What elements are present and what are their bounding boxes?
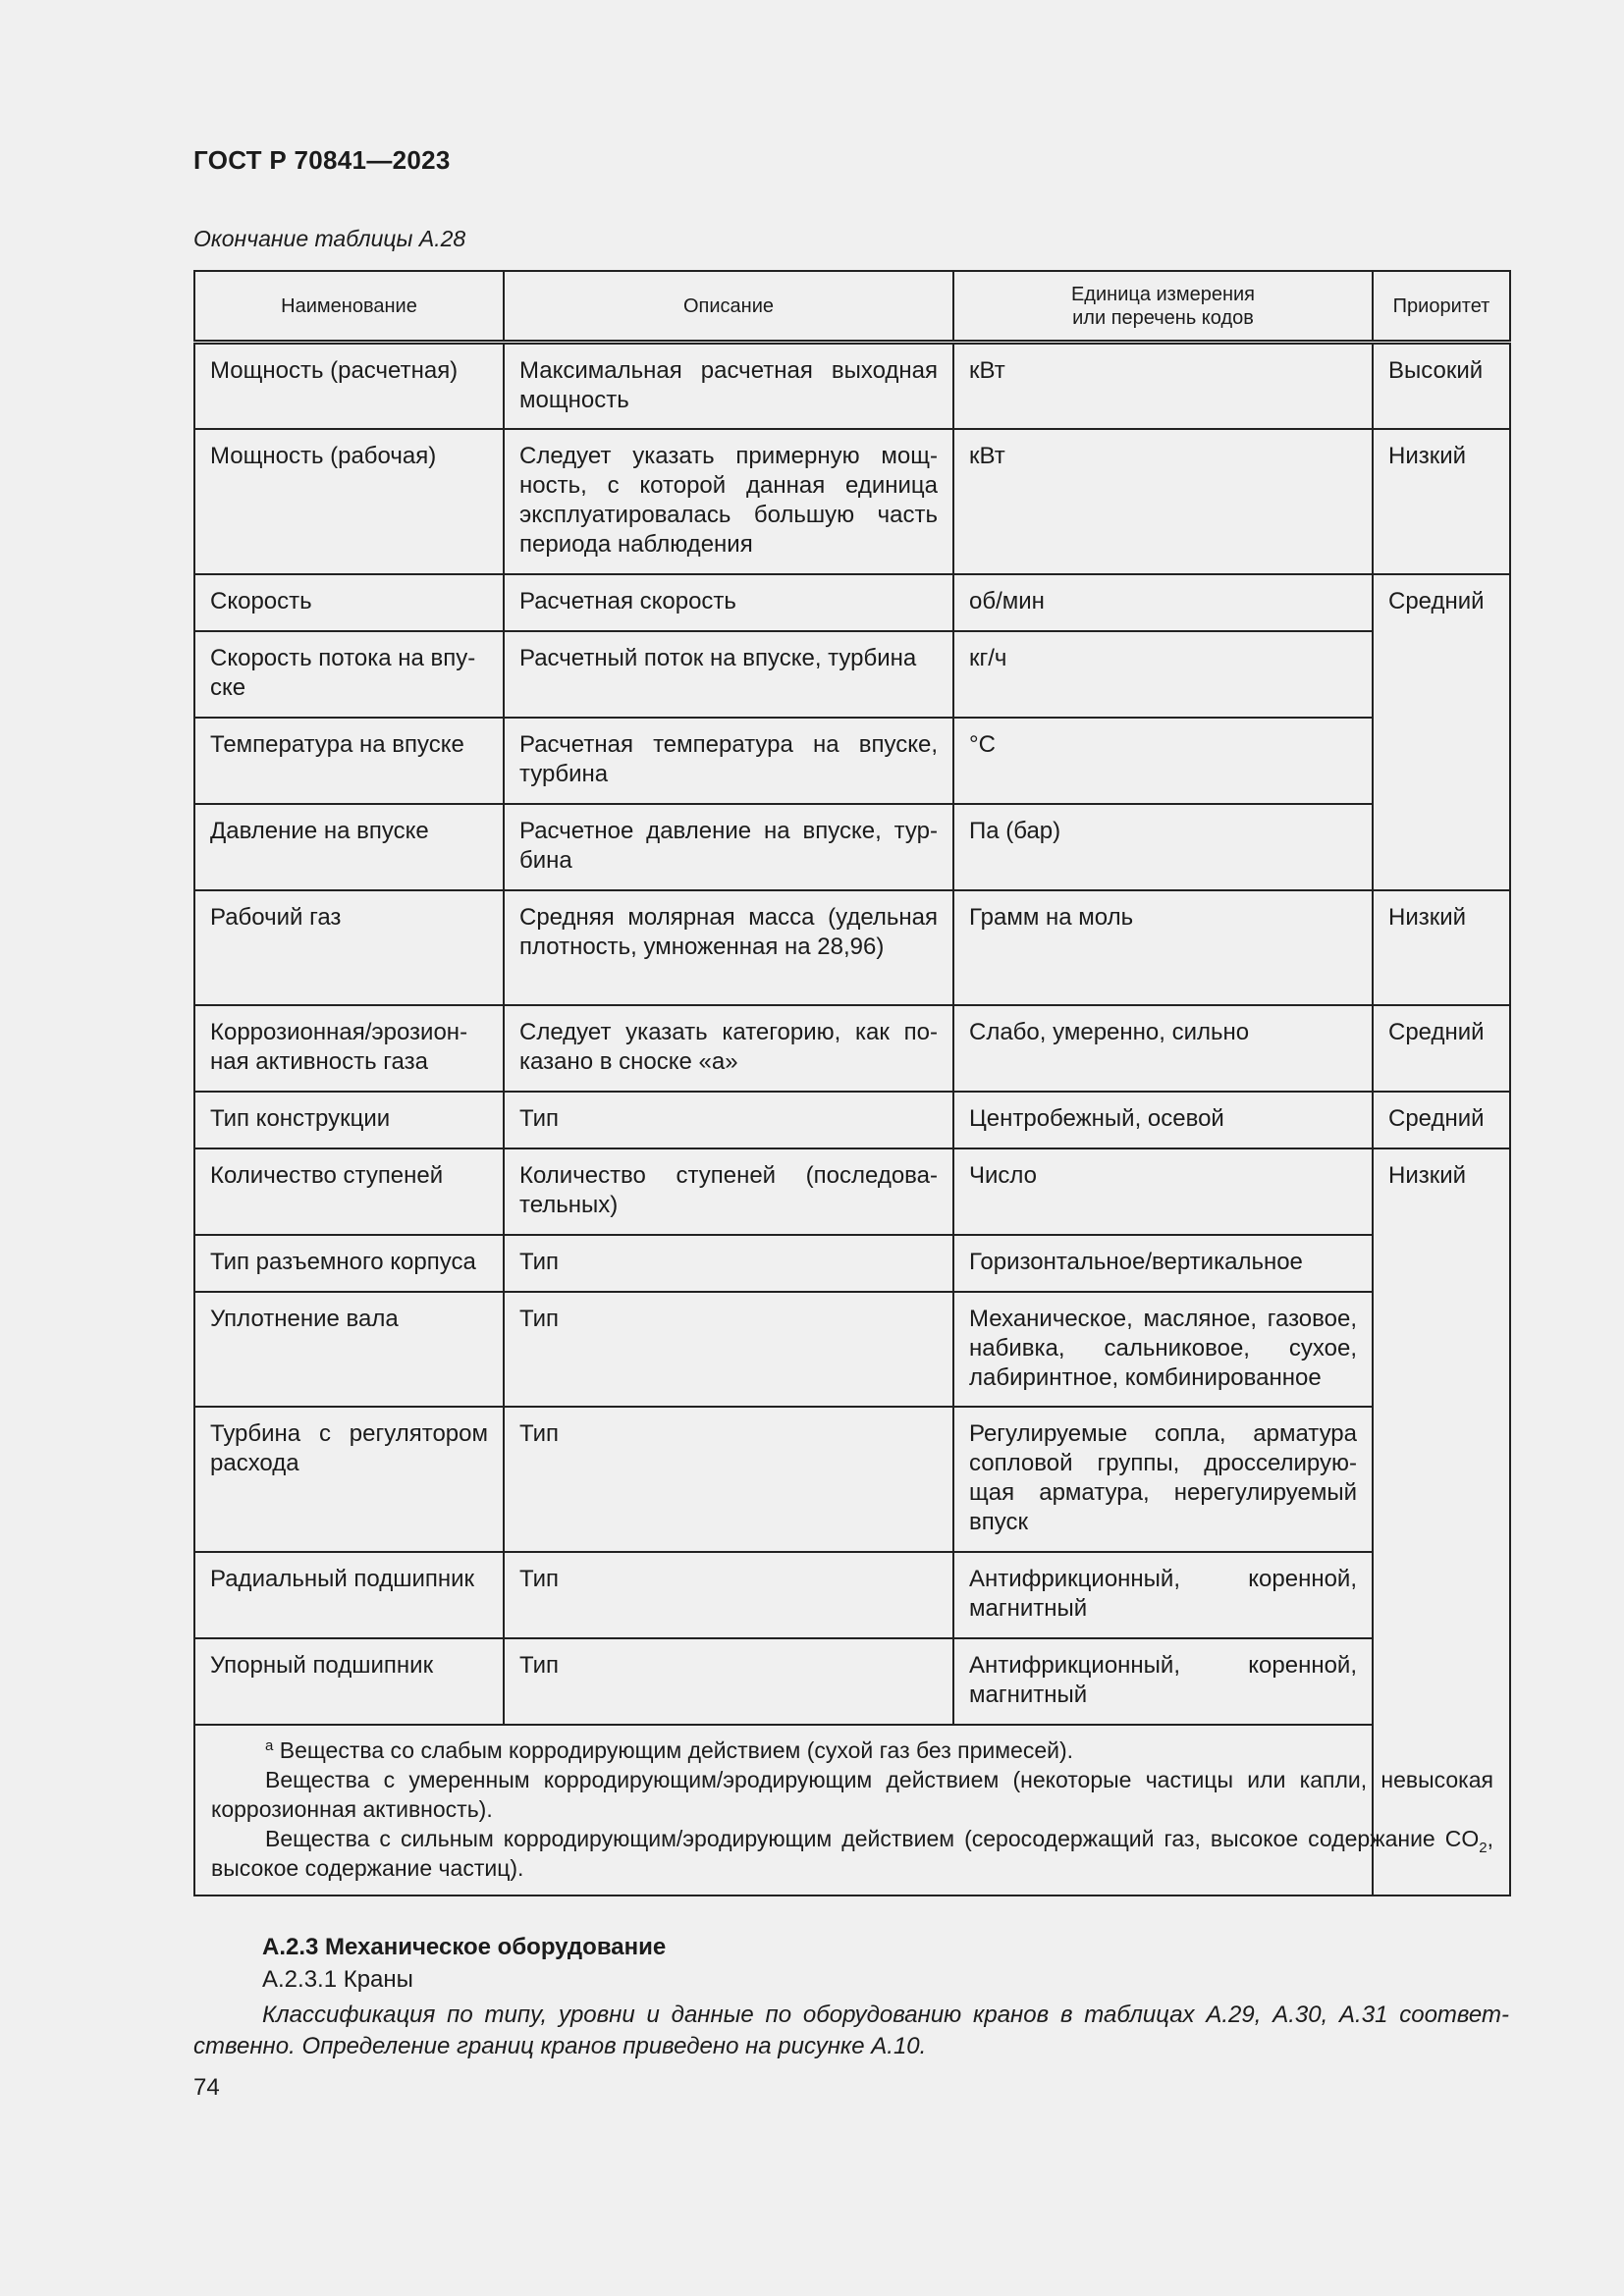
cell-description: Тип: [504, 1638, 953, 1725]
column-header-name: Наименование: [194, 271, 504, 343]
cell-description: Тип: [504, 1235, 953, 1292]
column-header-priority: Приоритет: [1373, 271, 1510, 343]
cell-description: Расчетная скорость: [504, 574, 953, 631]
table-row: [194, 1638, 1510, 1725]
cell-description: Средняя молярная масса (удельная плотность, умноженная на 28,96): [504, 890, 953, 1005]
footnote-line: $^а$ Вещества со слабым корродирующим действием (сухой газ без примесей).: [265, 1736, 1074, 1763]
cell-unit: Антифрикционный, коренной, магнитный: [953, 1638, 1373, 1725]
cell-priority: Низкий: [1373, 1148, 1510, 1896]
table-row: [194, 1148, 1510, 1235]
section-text: Классификация по типу, уровни и данные по оборудованию кранов в таблицах А.29, А.30, А.31 соответственно. Определение границ кранов приведено на рисунке А.10.: [193, 2002, 1509, 2059]
cell-description: Следует указать примерную мощность, с которой данная единица эксплуатировалась большую часть периода наблюдения: [504, 429, 953, 574]
footnote-marker: а: [265, 1736, 274, 1754]
table-row: [194, 574, 1510, 631]
table-row: [194, 890, 1510, 1005]
cell-description: Тип: [504, 1407, 953, 1552]
cell-priority: Высокий: [1373, 343, 1510, 429]
column-header-description: Описание: [504, 271, 953, 343]
cell-priority: Средний: [1373, 574, 1510, 890]
table-row: [194, 1092, 1510, 1148]
cell-name: Коррозионная/эрозионная активность газа: [194, 1005, 504, 1092]
table-footnote: [194, 1725, 1510, 1896]
cell-description: Следует указать категорию, как показано в сноске «а»: [504, 1005, 953, 1092]
column-header-unit: [953, 271, 1373, 343]
cell-unit: Число: [953, 1148, 1373, 1235]
cell-name: Мощность (рабочая): [194, 429, 504, 574]
cell-priority: Низкий: [1373, 429, 1510, 574]
cell-description: Расчетная температура на впуске, турбина: [504, 718, 953, 804]
table-row: [194, 1235, 1510, 1292]
cell-description: Расчетное давление на впуске, турбина: [504, 804, 953, 890]
cell-unit: Слабо, умеренно, сильно: [953, 1005, 1373, 1092]
cell-priority: Средний: [1373, 1005, 1510, 1092]
table-caption: Окончание таблицы А.28: [193, 226, 466, 251]
cell-name: Тип разъемного корпуса: [194, 1235, 504, 1292]
table-header-row: [194, 271, 1510, 343]
section-heading: А.2.3 Механическое оборудование: [262, 1934, 667, 1960]
cell-name: Турбина с регулятором расхода: [194, 1407, 504, 1552]
cell-unit: кВт: [953, 429, 1373, 574]
cell-name: Мощность (расчетная): [194, 343, 504, 429]
cell-description: Максимальная расчетная выходная мощность: [504, 343, 953, 429]
cell-name: Температура на впуске: [194, 718, 504, 804]
footnote-line: Вещества с сильным корродирующим/эродирующим действием (серосодержащий газ, высокое содержание $CO_2$, высокое содержание частиц).: [211, 1825, 1493, 1881]
table-row: [194, 1005, 1510, 1092]
table-row: [194, 343, 1510, 429]
cell-name: Скорость потока на впуске: [194, 631, 504, 718]
cell-description: Тип: [504, 1092, 953, 1148]
cell-name: Рабочий газ: [194, 890, 504, 1005]
cell-unit: Антифрикционный, коренной, магнитный: [953, 1552, 1373, 1638]
cell-name: Тип конструкции: [194, 1092, 504, 1148]
table-row: [194, 804, 1510, 890]
table-footnote-row: [194, 1725, 1510, 1896]
cell-description: Количество ступеней (последовательных): [504, 1148, 953, 1235]
column-header-unit-line1: Единица измерения: [1070, 283, 1256, 305]
cell-unit: кВт: [953, 343, 1373, 429]
cell-unit: Грамм на моль: [953, 890, 1373, 1005]
data-table: [193, 270, 1511, 1896]
cell-unit: Механическое, масляное, газовое, набивка, сальниковое, сухое, лабиринтное, комбинированное: [953, 1292, 1373, 1407]
cell-description: Тип: [504, 1292, 953, 1407]
table-row: [194, 1292, 1510, 1407]
table-row: [194, 1407, 1510, 1552]
table-row: [194, 718, 1510, 804]
cell-description: Тип: [504, 1552, 953, 1638]
cell-unit: Регулируемые сопла, арматура сопловой группы, дросселирующая арматура, нерегулируемый впуск: [953, 1407, 1373, 1552]
cell-unit: Горизонтальное/вертикальное: [953, 1235, 1373, 1292]
column-header-unit-line2: или перечень кодов: [1072, 306, 1254, 329]
table-row: [194, 1552, 1510, 1638]
table-row: [194, 631, 1510, 718]
document-title: ГОСТ Р 70841—2023: [193, 145, 451, 175]
cell-name: Давление на впуске: [194, 804, 504, 890]
cell-name: Количество ступеней: [194, 1148, 504, 1235]
cell-unit: кг/ч: [953, 631, 1373, 718]
cell-description: Расчетный поток на впуске, турбина: [504, 631, 953, 718]
cell-unit: °С: [953, 718, 1373, 804]
cell-name: Скорость: [194, 574, 504, 631]
cell-unit: Центробежный, осевой: [953, 1092, 1373, 1148]
cell-name: Радиальный подшипник: [194, 1552, 504, 1638]
cell-unit: Па (бар): [953, 804, 1373, 890]
footnote-line: Вещества с умеренным корродирующим/эродирующим действием (некоторые частицы или капли, невысокая коррозионная активность).: [211, 1766, 1493, 1822]
cell-name: Упорный подшипник: [194, 1638, 504, 1725]
cell-priority: Средний: [1373, 1092, 1510, 1148]
table-row: [194, 429, 1510, 574]
section-subheading: А.2.3.1 Краны: [262, 1966, 413, 1993]
cell-unit: об/мин: [953, 574, 1373, 631]
cell-name: Уплотнение вала: [194, 1292, 504, 1407]
page-number: 74: [193, 2074, 220, 2101]
cell-priority: Низкий: [1373, 890, 1510, 1005]
